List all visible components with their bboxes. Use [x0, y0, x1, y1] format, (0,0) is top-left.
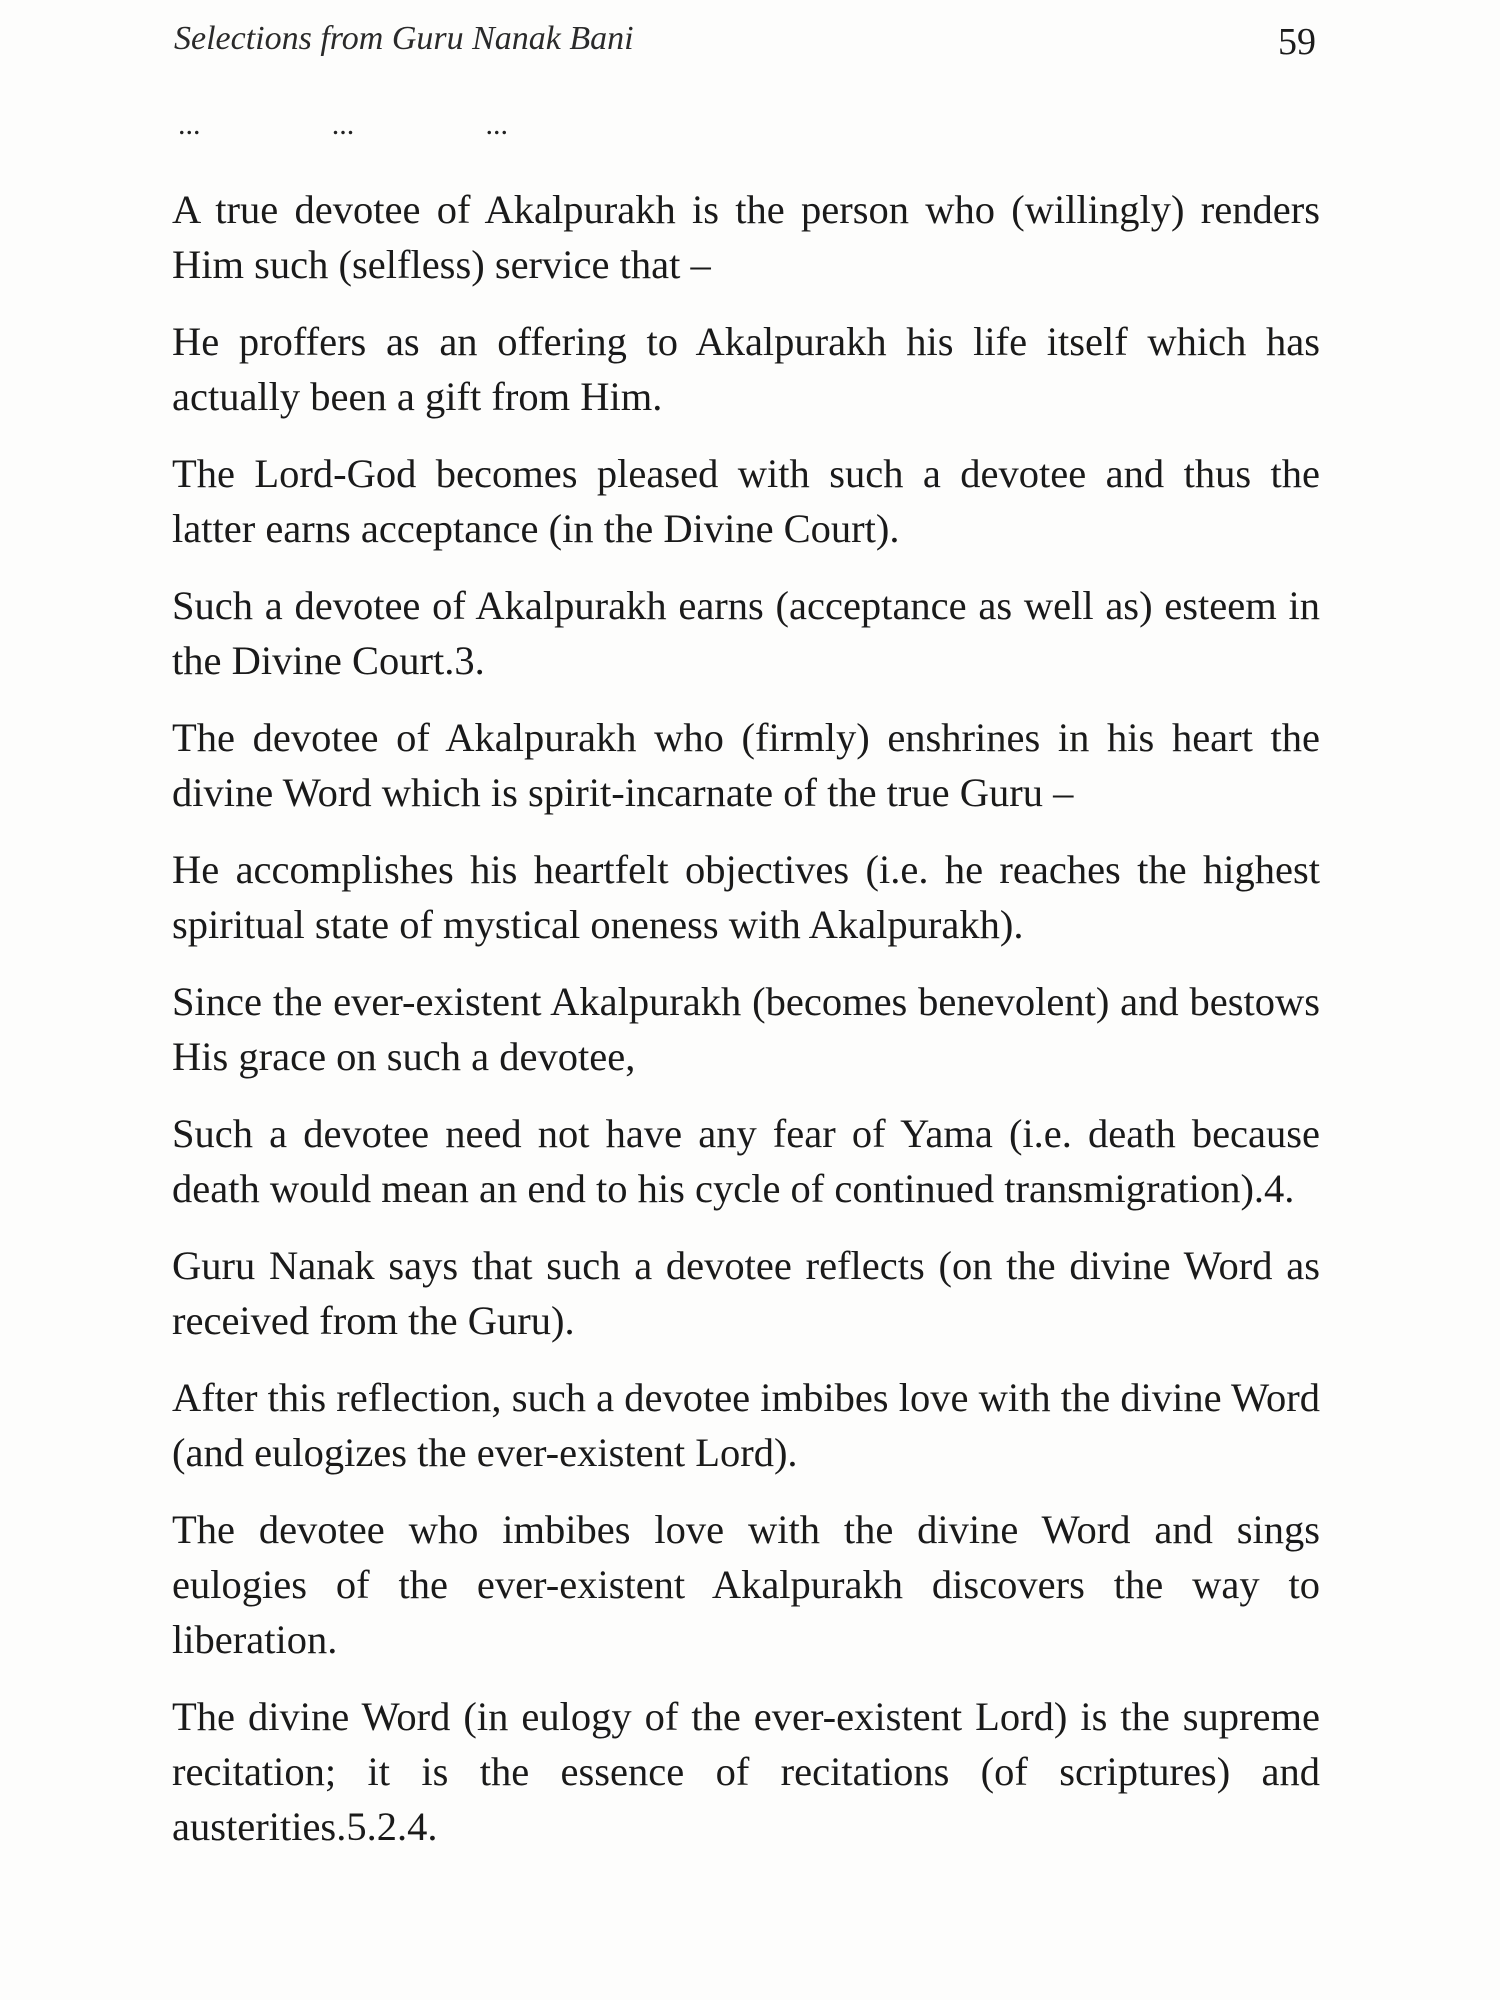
running-title: Selections from Guru Nanak Bani [174, 20, 634, 57]
paragraph: The devotee of Akalpurakh who (firmly) enshrines in his heart the divine Word which is spirit-incarnate of the true Guru – [172, 715, 1320, 815]
ellipsis-mark: ... [331, 108, 355, 141]
paragraph: The Lord-God becomes pleased with such a devotee and thus the latter earns acceptance (in the Divine Court). [172, 451, 1320, 551]
paragraph: After this reflection, such a devotee imbibes love with the divine Word (and eulogizes the ever-existent Lord). [172, 1375, 1320, 1475]
paragraph: Such a devotee of Akalpurakh earns (acceptance as well as) esteem in the Divine Court.3. [172, 583, 1320, 683]
paragraph: A true devotee of Akalpurakh is the person who (willingly) renders Him such (selfless) service that – [172, 187, 1320, 287]
paragraph: The divine Word (in eulogy of the ever-existent Lord) is the supreme recitation; it is the essence of recitations (of scriptures) and austerities.5.2.4. [172, 1694, 1320, 1849]
paragraph: The devotee who imbibes love with the divine Word and sings eulogies of the ever-existent Akalpurakh discovers the way to liberation. [172, 1507, 1320, 1662]
ellipsis-mark: ... [485, 108, 508, 141]
ellipsis-mark: ... [178, 108, 201, 141]
paragraph: Such a devotee need not have any fear of Yama (i.e. death because death would mean an end to his cycle of continued transmigration).4. [172, 1111, 1320, 1211]
page-number: 59 [1278, 21, 1316, 63]
page-body [172, 182, 1320, 1876]
paragraph: Guru Nanak says that such a devotee reflects (on the divine Word as received from the Guru). [172, 1243, 1320, 1343]
paragraph: Since the ever-existent Akalpurakh (becomes benevolent) and bestows His grace on such a devotee, [172, 979, 1320, 1079]
paragraph: He accomplishes his heartfelt objectives (i.e. he reaches the highest spiritual state of mystical oneness with Akalpurakh). [172, 847, 1320, 947]
paragraph: He proffers as an offering to Akalpurakh his life itself which has actually been a gift from Him. [172, 319, 1320, 419]
verse-ellipsis [178, 108, 508, 142]
